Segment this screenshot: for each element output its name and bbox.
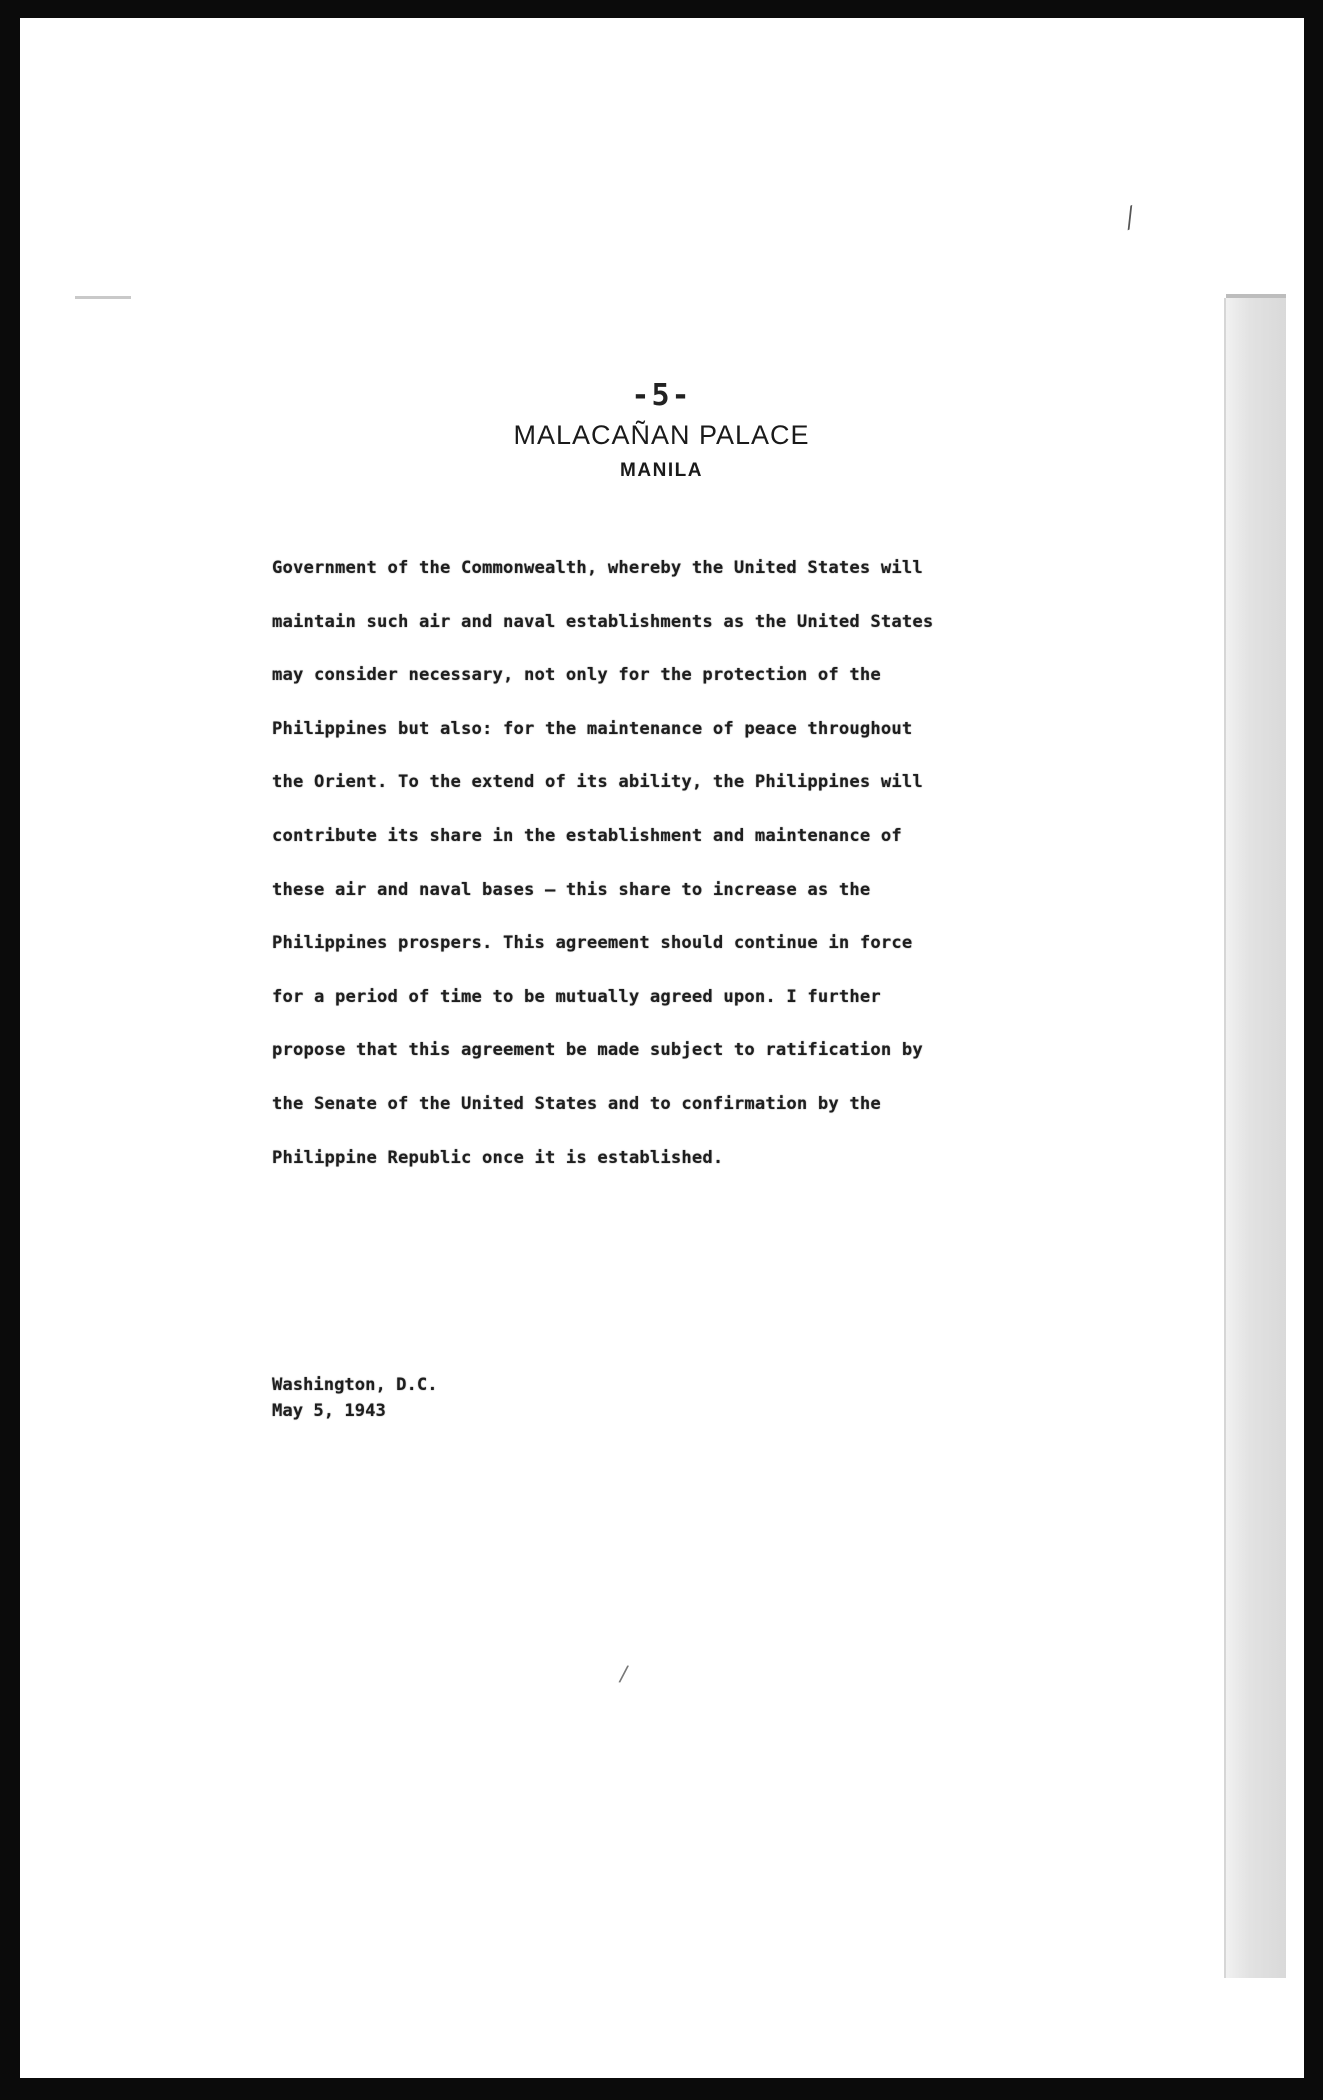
body-line: these air and naval bases — this share to increase as the xyxy=(272,879,871,900)
body-line: Government of the Commonwealth, whereby the United States will xyxy=(272,558,923,578)
signature-block xyxy=(272,1372,438,1424)
body-line: Philippines but also: for the maintenance of peace throughout xyxy=(272,718,913,739)
body-line: Philippines prospers. This agreement should continue in force xyxy=(272,933,913,954)
body-line: may consider necessary, not only for the protection of the xyxy=(272,665,881,686)
body-line: contribute its share in the establishment and maintenance of xyxy=(272,825,902,846)
letterhead-city: MANILA xyxy=(620,460,703,481)
underlying-sheet xyxy=(1224,298,1286,1978)
signature-date: May 5, 1943 xyxy=(272,1401,386,1421)
signature-place: Washington, D.C. xyxy=(272,1375,438,1395)
letterhead-title: MALACAÑAN PALACE xyxy=(513,420,810,450)
body-line: propose that this agreement be made subject to ratification by xyxy=(272,1040,923,1061)
stray-pencil-mark-icon: / xyxy=(617,1661,630,1688)
body-line: Philippine Republic once it is established. xyxy=(272,1147,724,1168)
body-line: maintain such air and naval establishments as the United States xyxy=(272,611,934,632)
pencil-mark-icon: ⁄ xyxy=(1121,202,1140,235)
letter-body xyxy=(272,542,1132,1185)
page-number: -5- xyxy=(631,378,692,413)
body-line: the Senate of the United States and to confirmation by the xyxy=(272,1093,881,1114)
body-line: the Orient. To the extend of its ability, the Philippines will xyxy=(272,772,923,793)
body-line: for a period of time to be mutually agreed upon. I further xyxy=(272,986,881,1007)
margin-tick-mark xyxy=(75,296,131,299)
